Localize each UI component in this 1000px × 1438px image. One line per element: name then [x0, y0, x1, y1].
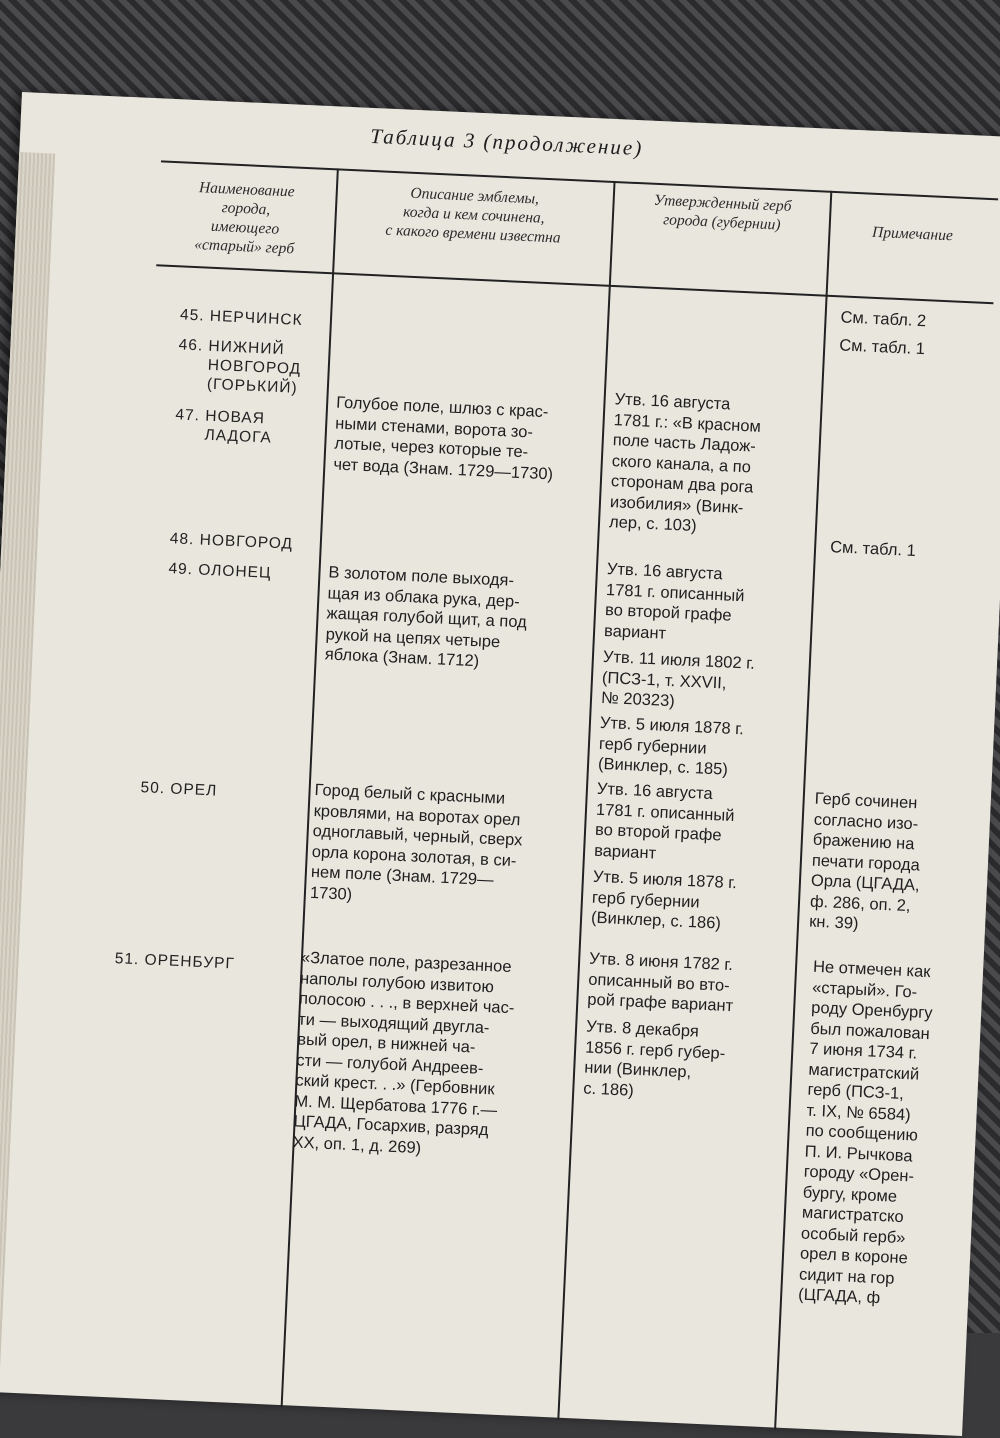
note-51: Не отмечен как «старый». Го- роду Оренбургу был пожалован 7 июня 1734 г. магистратский герб (ПСЗ-1, т. IX, № 6584) по сообщению П. И. Рычкова городу «Орен- бургу, кроме магистратско особый герб» орел в короне сидит на гор (ЦГАДА, ф — [797, 957, 933, 1308]
table-page — [23, 95, 1000, 1436]
city-51: 51. ОРЕНБУРГ — [114, 950, 236, 973]
arms-51-1782: Утв. 8 июня 1782 г. описанный во вто- рой графе вариант — [587, 949, 734, 1016]
book-page — [0, 92, 1000, 1436]
arms-50-1878: Утв. 5 июля 1878 г. герб губернии (Винклер, с. 186) — [590, 867, 738, 933]
header-city-name: Наименование города, имеющего «старый» герб — [193, 179, 295, 258]
table-caption: Таблица 3 (продолжение) — [369, 123, 644, 161]
city-46: 46. НИЖНИЙ НОВГОРОД (ГОРЬКИЙ) — [178, 336, 302, 397]
note-45: См. табл. 1 — [838, 336, 926, 359]
arms-50-1781: Утв. 16 августа 1781 г. описанный во второй графе вариант — [593, 779, 735, 863]
header-bottom-rule — [156, 264, 993, 304]
desc-50: Город белый с красными кровлями, на воротах орел одноглавый, черный, сверх орла корона золотая, в си- нем поле (Знам. 1729— 1730) — [309, 781, 523, 904]
arms-49-1878: Утв. 5 июля 1878 г. герб губернии (Винклер, с. 185) — [597, 713, 745, 779]
city-49: 49. ОЛОНЕЦ — [168, 560, 272, 582]
arms-49-1802: Утв. 11 июля 1802 г. (ПСЗ-1, т. XXVII, № 20323) — [600, 647, 756, 711]
city-48: 48. НОВГОРОД — [169, 530, 294, 553]
header-note: Примечание — [871, 223, 954, 245]
desc-49: В золотом поле выходя- щая из облака рука, дер- жащая голубой щит, а под рукой на цепях четыре яблока (Знам. 1712) — [324, 563, 528, 671]
note-48: См. табл. 1 — [829, 538, 917, 561]
city-45: 45. НЕРЧИНСК — [179, 306, 303, 329]
header-approved-arms: Утвержденный герб города (губернии) — [653, 191, 792, 234]
arms-49-1781: Утв. 16 августа 1781 г. описанный во второй графе вариант — [603, 560, 745, 643]
city-47: 47. НОВАЯ ЛАДОГА — [175, 406, 273, 447]
note-50: Герб сочинен согласно изо- бражению на печати города Орла (ЦГАДА, ф. 286, оп. 2, кн. 39) — [808, 789, 921, 933]
desc-51: «Златое поле, разрезанное наполы голубою извитою полосою . . ., в верхней час- ти — выходящий двугла- вый орел, в нижней ча- сти — голубой Андреев- ский крест. . .» (Гербовник М. М. Щербатова 1776 г.— ЦГАДА, Госархив, разряд XX, оп. 1, д. 269) — [292, 948, 515, 1157]
arms-47: Утв. 16 августа 1781 г.: «В красном поле часть Ладож- ского канала, а по сторонам два рога изобилия» (Винк- лер, с. 103) — [608, 390, 762, 536]
city-50: 50. ОРЕЛ — [140, 779, 218, 800]
note-see-table-2: См. табл. 2 — [840, 308, 927, 331]
arms-51-1856: Утв. 8 декабря 1856 г. герб губер- нии (Винклер, с. 186) — [582, 1017, 726, 1100]
desc-47: Голубое поле, шлюз с крас- ными стенами, ворота зо- лотые, через которые те- чет вода (Знам. 1729—1730) — [333, 393, 554, 483]
header-emblem-description: Описание эмблемы, когда и кем сочинена, с какого времени известна — [385, 184, 561, 247]
